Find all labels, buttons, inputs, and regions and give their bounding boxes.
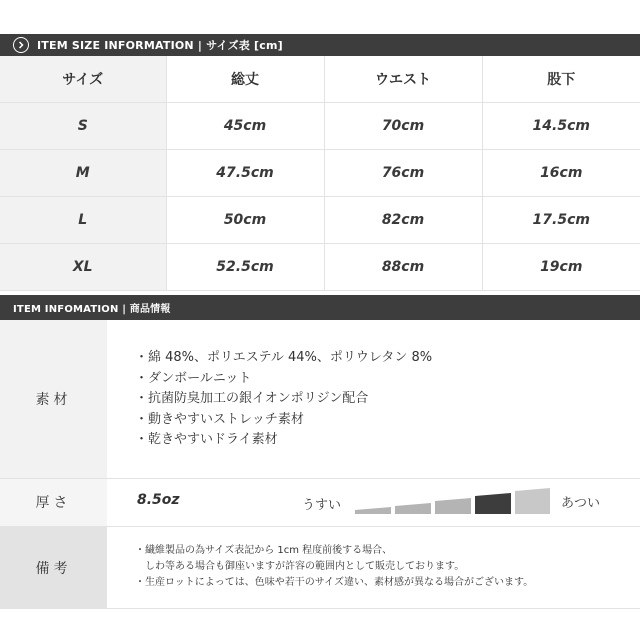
gauge-segment <box>475 493 511 514</box>
size-section-header <box>0 34 640 56</box>
length-cell: 47.5cm <box>166 149 324 196</box>
size-section-title: ITEM SIZE INFORMATION | サイズ表 [cm] <box>37 39 283 52</box>
gauge-segment <box>395 503 431 514</box>
size-table-header: ウエスト <box>324 56 482 102</box>
note-line: ・生産ロットによっては、色味や若干のサイズ違い、素材感が異なる場合がございます。 <box>135 577 534 588</box>
waist-cell: 76cm <box>324 149 482 196</box>
waist-cell: 82cm <box>324 196 482 243</box>
thin-label: うすい <box>302 498 342 513</box>
notes-label: 備考 <box>0 527 107 608</box>
size-cell: XL <box>0 243 166 290</box>
thickness-gauge <box>355 488 550 514</box>
divider <box>0 478 640 479</box>
list-item: ・乾きやすいドライ素材 <box>135 432 278 447</box>
material-label: 素材 <box>0 320 107 478</box>
inseam-cell: 14.5cm <box>482 102 640 149</box>
waist-cell: 70cm <box>324 102 482 149</box>
waist-cell: 88cm <box>324 243 482 290</box>
table-row <box>0 243 640 290</box>
note-line: ・繊維製品の為サイズ表記から 1cm 程度前後する場合、 <box>135 545 393 556</box>
inseam-cell: 16cm <box>482 149 640 196</box>
list-item: ・抗菌防臭加工の銀イオンポリジン配合 <box>135 391 369 406</box>
thickness-label: 厚さ <box>0 478 107 526</box>
size-cell: L <box>0 196 166 243</box>
size-cell: M <box>0 149 166 196</box>
gauge-segment <box>355 507 391 514</box>
table-row <box>0 102 640 149</box>
gauge-segment <box>515 488 550 514</box>
table-row <box>0 149 640 196</box>
list-item: ・綿 48%、ポリエステル 44%、ポリウレタン 8% <box>135 350 433 365</box>
list-item: ・ダンボールニット <box>135 370 252 386</box>
gauge-segment <box>435 498 471 514</box>
size-table-header-row <box>0 56 640 102</box>
thickness-value: 8.5oz <box>137 492 180 508</box>
divider <box>0 608 640 609</box>
inseam-cell: 19cm <box>482 243 640 290</box>
info-section-title: ITEM INFOMATION | 商品情報 <box>13 304 171 315</box>
chevron-right-icon <box>13 37 29 53</box>
size-table-header: サイズ <box>0 56 166 102</box>
size-cell: S <box>0 102 166 149</box>
thick-label: あつい <box>561 496 601 511</box>
note-line: しわ等ある場合も御座いますが許容の範囲内として販売しております。 <box>135 561 465 572</box>
length-cell: 52.5cm <box>166 243 324 290</box>
material-list <box>135 348 432 451</box>
size-table-header: 総丈 <box>166 56 324 102</box>
inseam-cell: 17.5cm <box>482 196 640 243</box>
divider <box>0 526 640 527</box>
length-cell: 45cm <box>166 102 324 149</box>
size-table-header: 股下 <box>482 56 640 102</box>
info-section-header <box>0 295 640 320</box>
notes-text <box>135 543 533 591</box>
list-item: ・動きやすいストレッチ素材 <box>135 411 304 427</box>
length-cell: 50cm <box>166 196 324 243</box>
table-row <box>0 196 640 243</box>
size-table <box>0 56 640 291</box>
